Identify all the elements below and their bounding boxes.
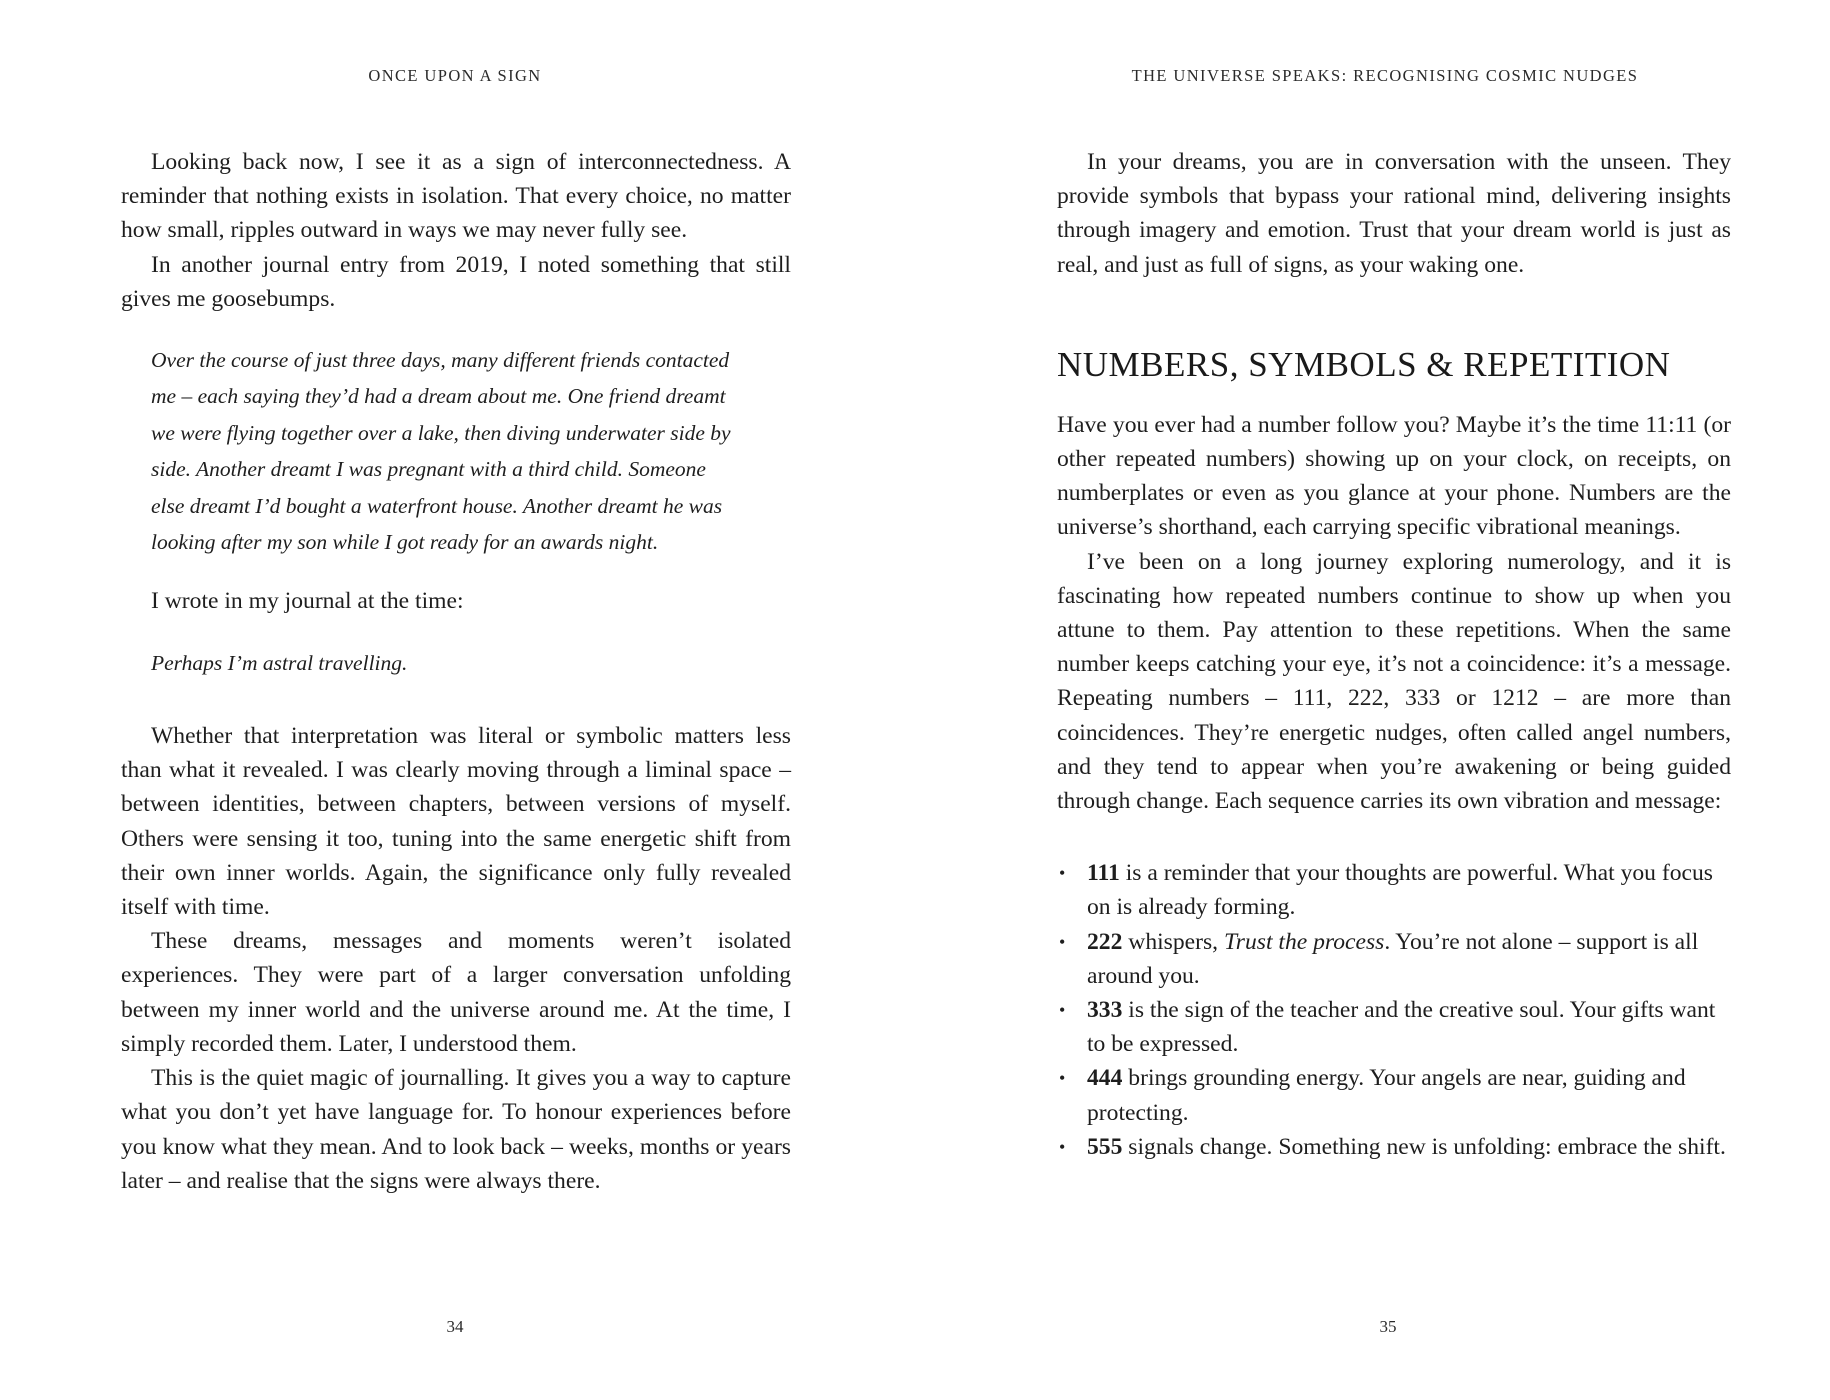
list-item-text: is the sign of the teacher and the creative soul. Your gifts want to be expressed. — [1087, 997, 1716, 1058]
bullet-icon: • — [1059, 863, 1066, 884]
right-text-block — [1057, 145, 1731, 1164]
paragraph: In your dreams, you are in conversation with the unseen. They provide symbols that bypass your rational mind, delivering insights through imagery and emotion. Trust that your dream world is just as real, and just as full of signs, as your waking one. — [1057, 149, 1731, 278]
bullet-icon: • — [1059, 1000, 1066, 1021]
list-item-emphasis: Trust the process — [1223, 928, 1385, 955]
paragraph: This is the quiet magic of journalling. It gives you a way to capture what you don’t yet have language for. To honour experiences before you know what they mean. And to look back – weeks, months or years later – and realise that the signs were always there. — [121, 1065, 791, 1194]
paragraph: In another journal entry from 2019, I noted something that still gives me goosebumps. — [121, 251, 791, 312]
bullet-icon: • — [1059, 1068, 1066, 1089]
running-head-left: ONCE UPON A SIGN — [368, 66, 542, 85]
list-item-text: . You’re not alone – support is all around you. — [1087, 928, 1699, 989]
page-number-right: 35 — [1379, 1317, 1397, 1336]
list-item-text: whispers, — [1122, 928, 1224, 955]
angel-number: 555 — [1087, 1133, 1123, 1160]
paragraph: Looking back now, I see it as a sign of interconnectedness. A reminder that nothing exists in isolation. That every choice, no matter how small, ripples outward in ways we may never fully see. — [121, 149, 791, 244]
list-item — [1057, 1130, 1731, 1164]
paragraph: I wrote in my journal at the time: — [151, 588, 464, 615]
paragraph: Whether that interpretation was literal or symbolic matters less than what it revealed. I was clearly moving through a liminal space – between identities, between chapters, between versions of myself. Others were sensing it too, tuning into the same energetic shift from their own inner worlds. Again, the significance only fully revealed itself with time. — [121, 723, 791, 921]
angel-number: 333 — [1087, 997, 1123, 1024]
journal-extract: Perhaps I’m astral travelling. — [151, 650, 408, 675]
paragraph: I’ve been on a long journey exploring numerology, and it is fascinating how repeated numbers continue to show up when you attune to them. Pay attention to these repetitions. When the same number keeps catching your eye, it’s not a coincidence: it’s a message. Repeating numbers – 111, 222, 333 or 1212 – are more than coincidences. They’re energetic nudges, often called angel numbers, and they tend to appear when you’re awakening or being guided through change. Each sequence carries its own vibration and message: — [1057, 548, 1731, 815]
paragraph: These dreams, messages and moments weren’t isolated experiences. They were part of a larger conversation unfolding between my inner world and the universe around me. At the time, I simply recorded them. Later, I understood them. — [121, 928, 791, 1057]
page-number-left: 34 — [446, 1317, 464, 1336]
list-item-text: is a reminder that your thoughts are powerful. What you focus on is already forming. — [1087, 860, 1713, 921]
bullet-icon: • — [1059, 931, 1066, 952]
list-item — [1057, 856, 1731, 924]
angel-number-list — [1057, 856, 1731, 1164]
list-item-text: signals change. Something new is unfolding: embrace the shift. — [1122, 1133, 1726, 1160]
angel-number: 222 — [1087, 928, 1123, 955]
list-item — [1057, 1061, 1731, 1129]
bullet-icon: • — [1059, 1136, 1066, 1157]
right-page — [915, 0, 1830, 1400]
paragraph: Have you ever had a number follow you? Maybe it’s the time 11:11 (or other repeated numbers) showing up on your clock, on receipts, on numberplates or even as you glance at your phone. Numbers are the universe’s shorthand, each carrying specific vibrational meanings. — [1057, 411, 1731, 541]
left-text-block — [121, 145, 791, 1198]
list-item-text: brings grounding energy. Your angels are near, guiding and protecting. — [1087, 1065, 1686, 1126]
angel-number: 444 — [1087, 1065, 1123, 1092]
journal-extract: Over the course of just three days, many different friends contacted me – each saying they’d had a dream about me. One friend dreamt we were flying together over a lake, then diving underwater side by side. Another dreamt I was pregnant with a third child. Someone else dreamt I’d bought a waterfront house. Another dreamt he was looking after my son while I got ready for an awards night. — [151, 348, 731, 555]
list-item — [1057, 925, 1731, 993]
list-item — [1057, 993, 1731, 1061]
angel-number: 111 — [1087, 860, 1120, 887]
running-head-right: THE UNIVERSE SPEAKS: RECOGNISING COSMIC NUDGES — [1131, 66, 1639, 85]
section-heading: NUMBERS, SYMBOLS & REPETITION — [1057, 344, 1671, 384]
